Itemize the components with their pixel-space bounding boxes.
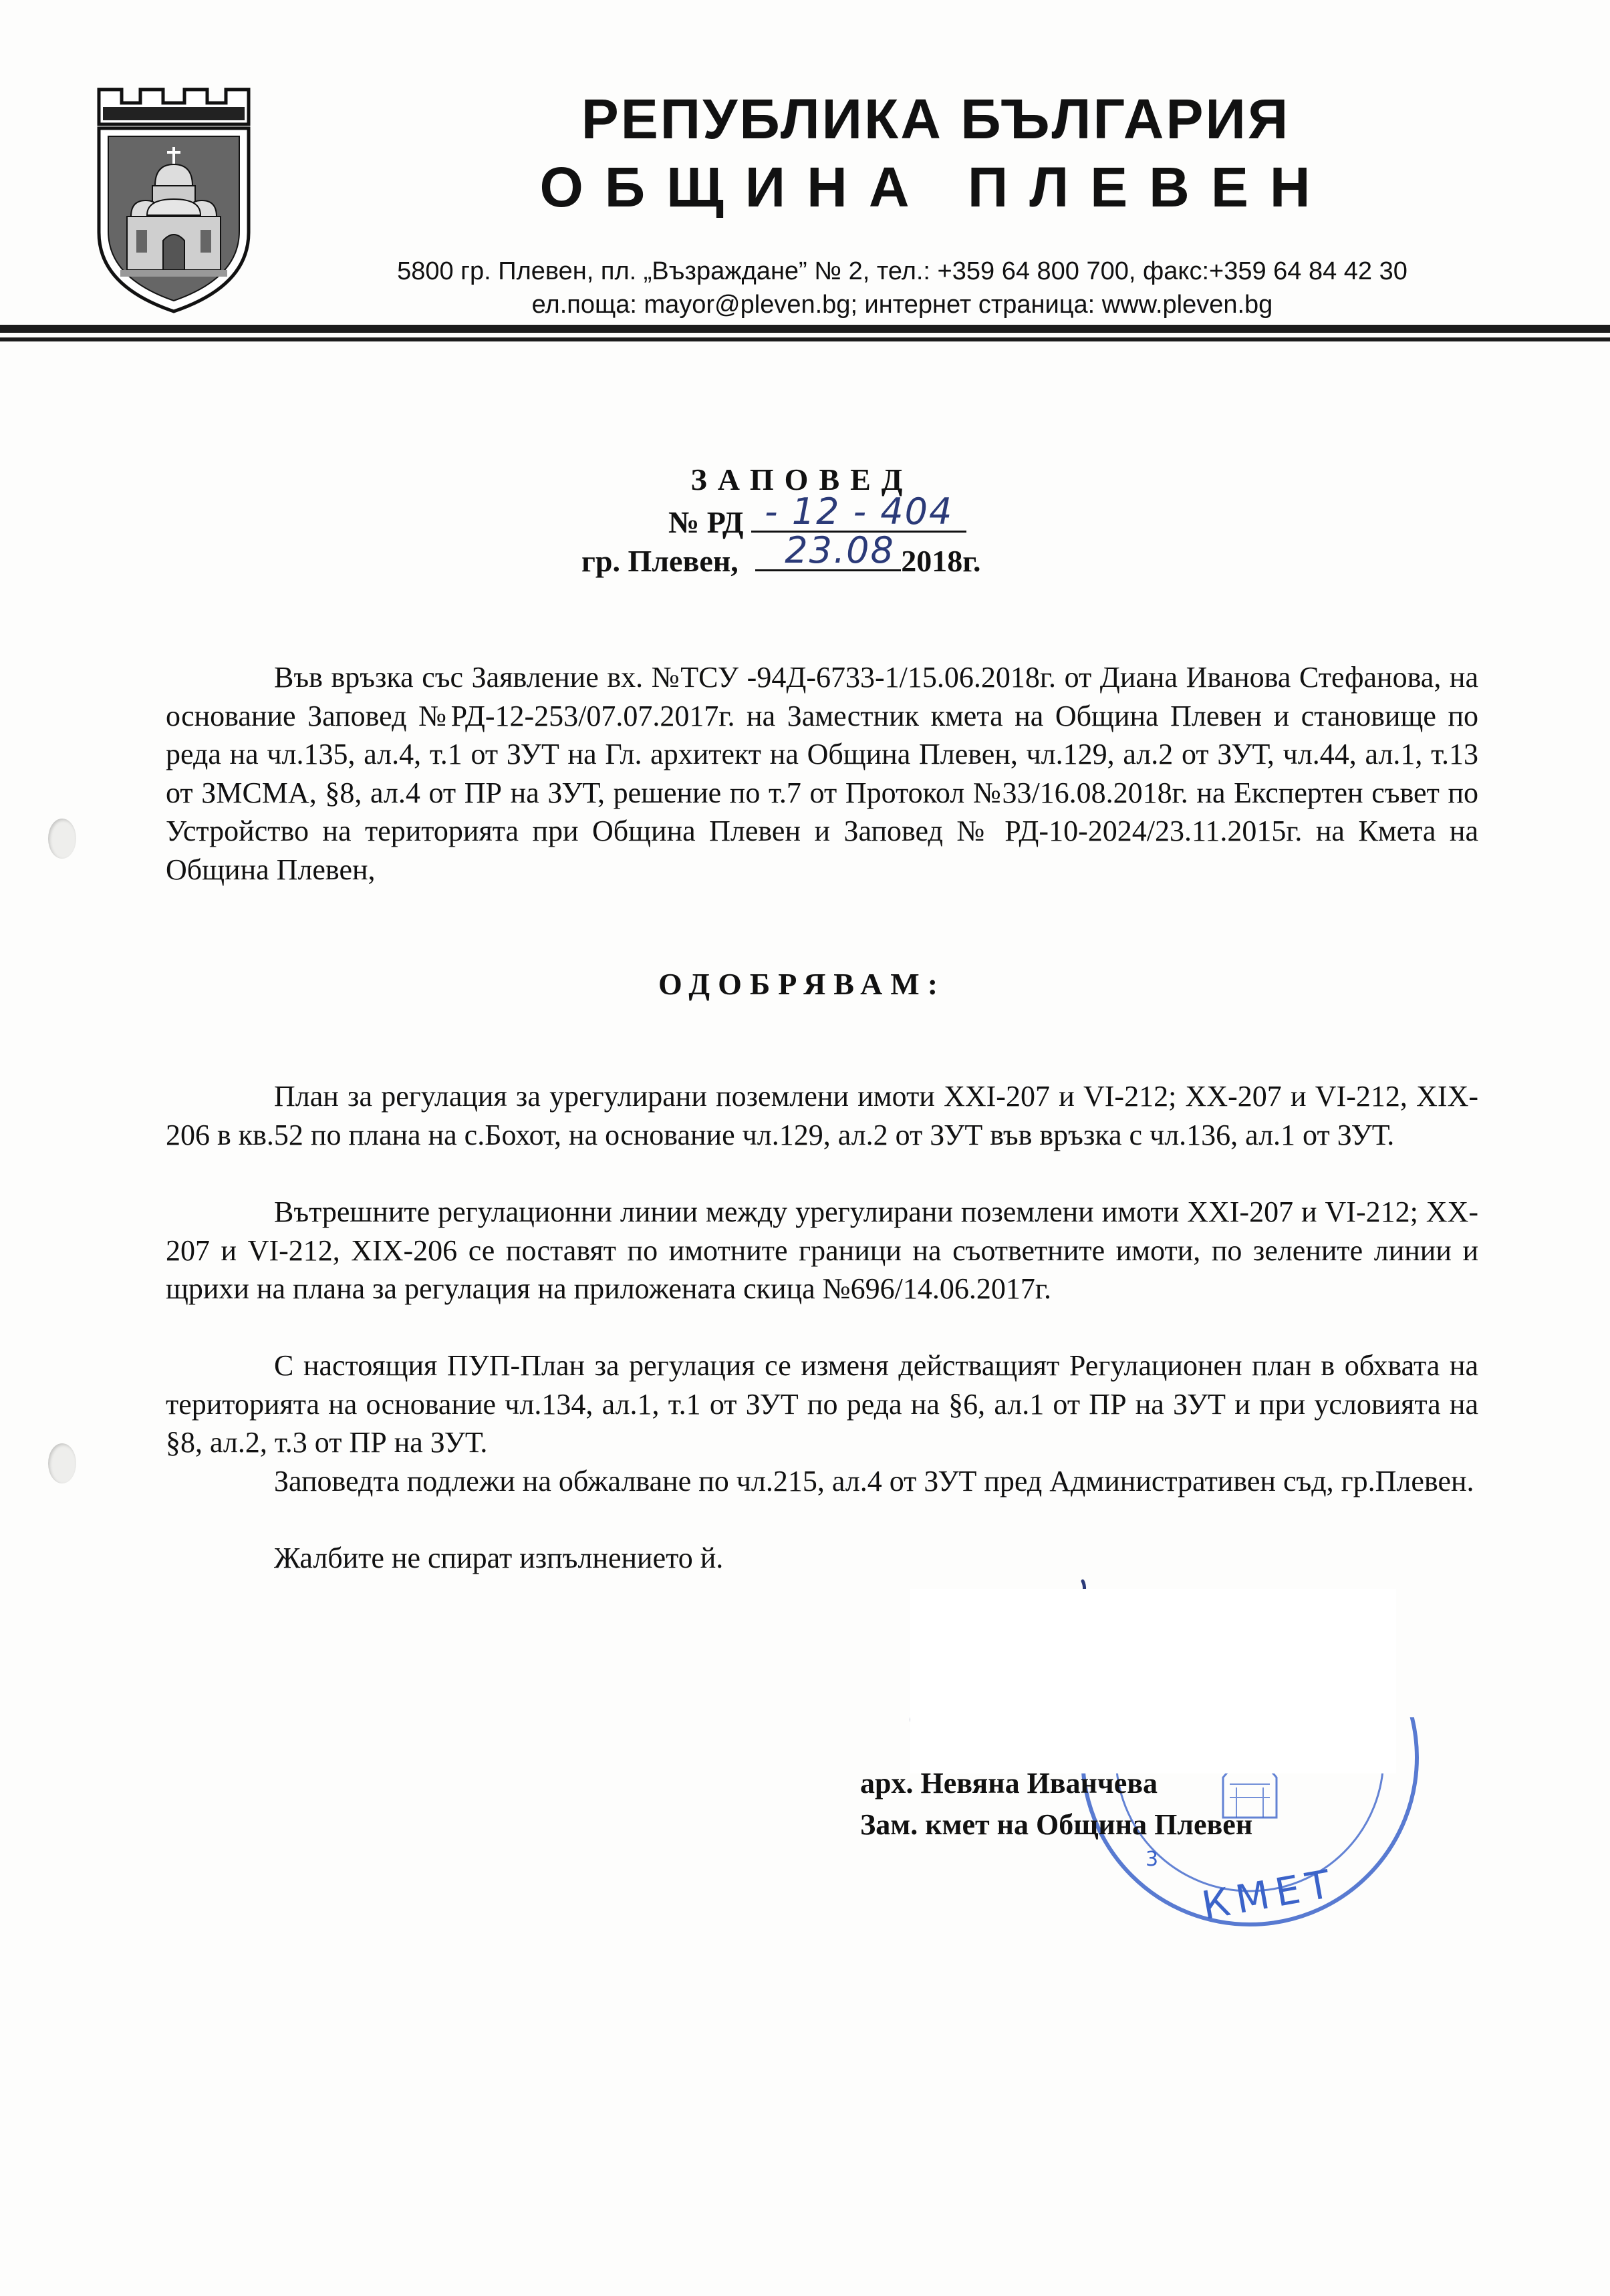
punch-hole-lower <box>48 1443 76 1483</box>
contact-address: 5800 гр. Плевен, пл. „Възраждане” № 2, тел.: +359 64 800 700, факс:+359 64 84 42 30 <box>397 257 1407 285</box>
stamp-number-left: 3 <box>1146 1848 1159 1871</box>
signer-name: арх. Невяна Иванчева <box>860 1767 1158 1800</box>
order-date-row <box>581 529 981 579</box>
paragraph-appeal: Заповедта подлежи на обжалване по чл.215, ал.4 от ЗУТ пред Административен съд, гр.Плевен. <box>274 1465 1474 1497</box>
order-date-handwritten: 23.08 <box>785 529 895 571</box>
title-municipality: ОБЩИНА ПЛЕВЕН <box>539 156 1332 219</box>
paragraph-complaints: Жалбите не спират изпълнението й. <box>274 1542 724 1574</box>
order-year: 2018г. <box>901 544 981 578</box>
municipality-crest <box>94 86 254 316</box>
punch-hole-upper <box>48 819 76 859</box>
header-rule-thick <box>0 325 1610 333</box>
order-number-blank <box>751 490 966 533</box>
order-number-label: № РД <box>668 505 744 539</box>
order-city-label: гр. Плевен, <box>581 544 739 578</box>
stamp-text: КМЕТ <box>1198 1860 1341 1928</box>
redacted-signature <box>910 1589 1396 1773</box>
order-date-blank <box>755 529 901 571</box>
preamble-paragraph: Във връзка със Заявление вх. №ТСУ -94Д-6733-1/15.06.2018г. от Диана Иванова Стефанова, на основание Заповед №РД-12-253/07.07.2017г. на Заместник кмета на Община Плевен и становище по реда на чл.135, ал.4, т.1 от ЗУТ на Гл. архитект на Община Плевен, чл.129, ал.2 от ЗУТ, чл.44, ал.1, т.13 от ЗМСМА, §8, ал.4 от ПР на ЗУТ, решение по т.7 от Протокол №33/16.08.2018г. на Експертен съвет по Устройство на територията при Община Плевен и Заповед № РД-10-2024/23.11.2015г. на Кмета на Община Плевен, <box>166 661 1478 886</box>
paragraph-plan: План за регулация за урегулирани поземлени имоти XXI-207 и VI-212; XX-207 и VI-212, XIX-206 в кв.52 по плана на с.Бохот, на основание чл.129, ал.2 от ЗУТ във връзка с чл.136, ал.1 от ЗУТ. <box>166 1080 1478 1151</box>
title-republic: РЕПУБЛИКА БЪЛГАРИЯ <box>581 88 1291 150</box>
header-rule-thin <box>0 337 1610 341</box>
contact-email-web: ел.поща: mayor@pleven.bg; интернет страница: www.pleven.bg <box>531 291 1273 319</box>
paragraph-lines: Вътрешните регулационни линии между урегулирани поземлени имоти XXI-207 и VI-212; XX-207 и VI-212, XIX-206 се поставят по имотните граници на съответните имоти, по зелените линии и щрихи на плана за регулация на приложената скица №696/14.06.2017г. <box>166 1195 1478 1305</box>
order-number-handwritten: - 12 - 404 <box>765 490 954 533</box>
paragraph-amendment: С настоящия ПУП-План за регулация се изменя действащият Регулационен план в обхвата на територията на основание чл.134, ал.1, т.1 от ЗУТ по реда на §6, ал.1 от ПР на ЗУТ и при условията на §8, ал.2, т.3 от ПР на ЗУТ. <box>166 1349 1478 1459</box>
approve-heading: ОДОБРЯВАМ: <box>658 967 946 1001</box>
order-title: ЗАПОВЕД <box>690 462 914 496</box>
signer-title: Зам. кмет на Община Плевен <box>860 1808 1253 1841</box>
